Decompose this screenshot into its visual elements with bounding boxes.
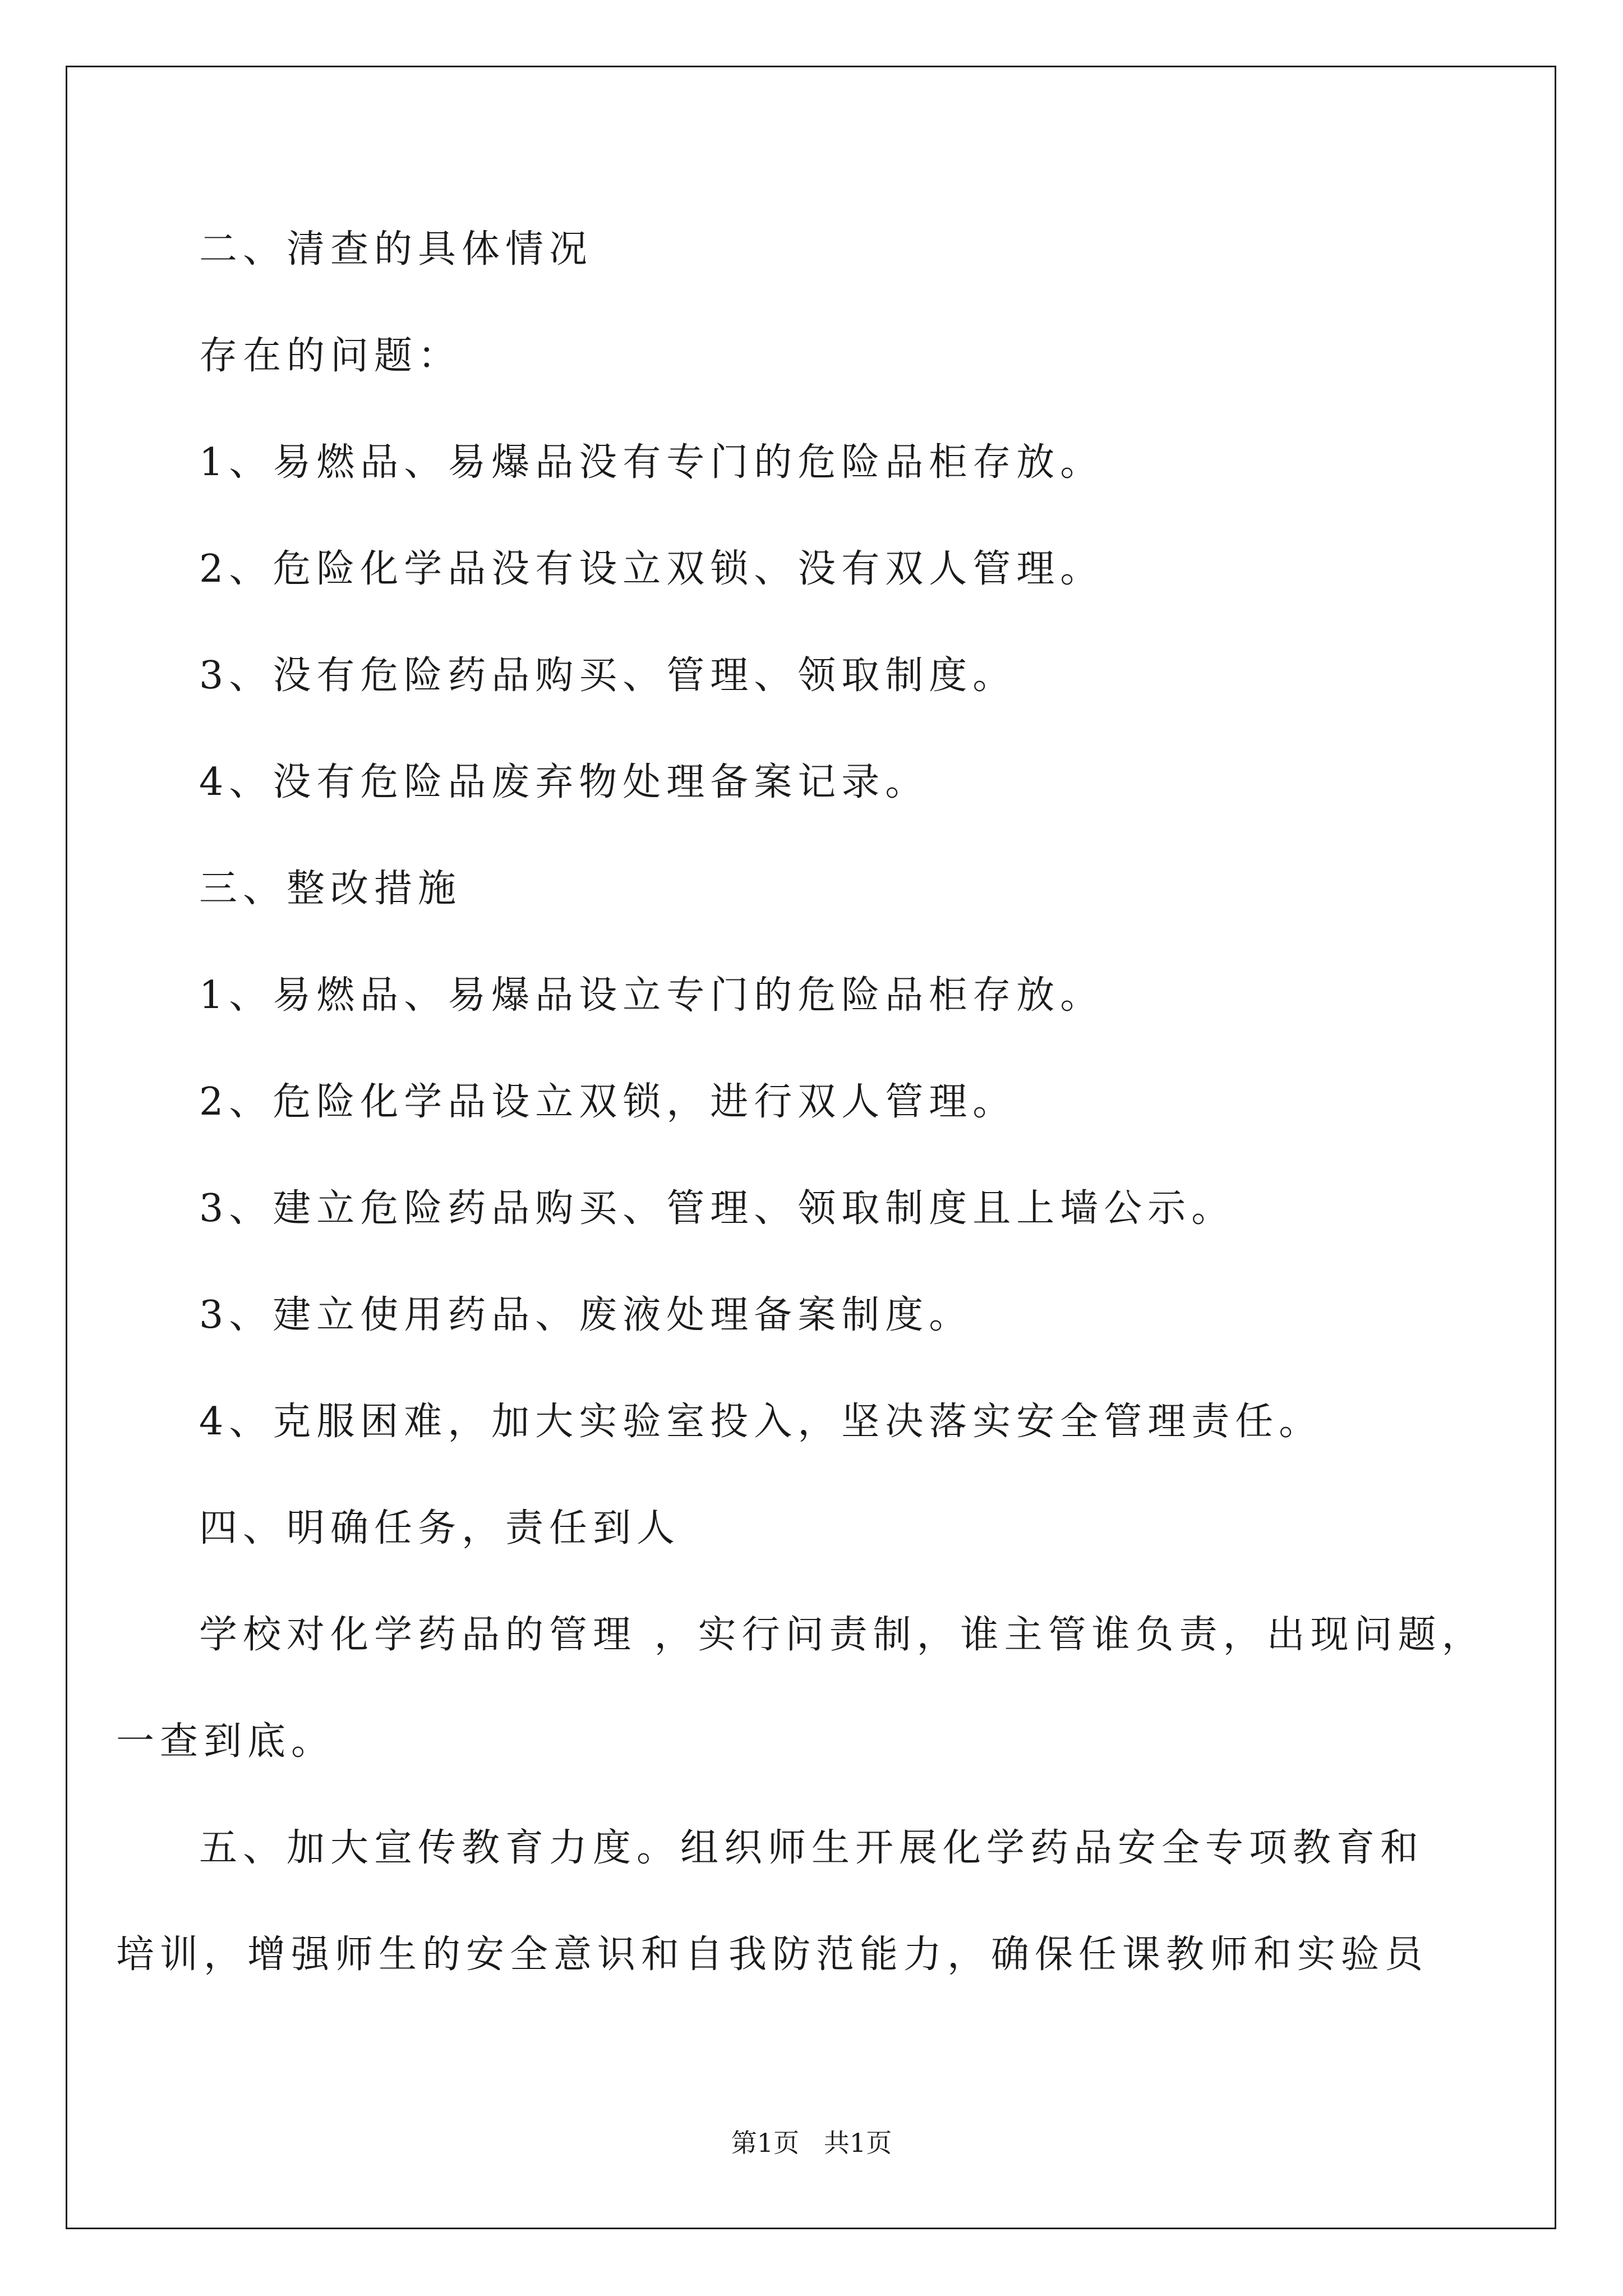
measure-item-1: 1、易燃品、易爆品设立专门的危险品柜存放。 [199, 973, 1104, 1018]
section-heading-4: 四、明确任务，责任到人 [199, 1506, 681, 1550]
paragraph-accountability-line-1: 学校对化学药品的管理 ，实行问责制，谁主管谁负责，出现问题， [199, 1613, 1486, 1657]
section-heading-2: 二、清查的具体情况 [199, 227, 593, 272]
problem-item-1: 1、易燃品、易爆品没有专门的危险品柜存放。 [199, 440, 1104, 485]
problem-item-4: 4、没有危险品废弃物处理备案记录。 [199, 760, 929, 804]
measure-item-2: 2、危险化学品设立双锁，进行双人管理。 [199, 1080, 1017, 1124]
measure-item-3: 3、建立危险药品购买、管理、领取制度且上墙公示。 [199, 1186, 1235, 1231]
paragraph-education-line-2: 培训，增强师生的安全意识和自我防范能力，确保任课教师和实验员 [116, 1932, 1429, 1977]
problem-item-2: 2、危险化学品没有设立双锁、没有双人管理。 [199, 547, 1104, 591]
page-border [66, 66, 1556, 2229]
measure-item-4: 3、建立使用药品、废液处理备案制度。 [199, 1293, 973, 1337]
page-footer: 第1页 共1页 [731, 2128, 892, 2158]
paragraph-education-line-1: 五、加大宣传教育力度。组织师生开展化学药品安全专项教育和 [199, 1826, 1424, 1870]
measure-item-5: 4、克服困难，加大实验室投入，坚决落实安全管理责任。 [199, 1400, 1323, 1444]
paragraph-problems-heading: 存在的问题： [199, 334, 462, 378]
section-heading-3: 三、整改措施 [199, 867, 462, 911]
paragraph-accountability-line-2: 一查到底。 [116, 1719, 335, 1764]
problem-item-3: 3、没有危险药品购买、管理、领取制度。 [199, 654, 1017, 698]
